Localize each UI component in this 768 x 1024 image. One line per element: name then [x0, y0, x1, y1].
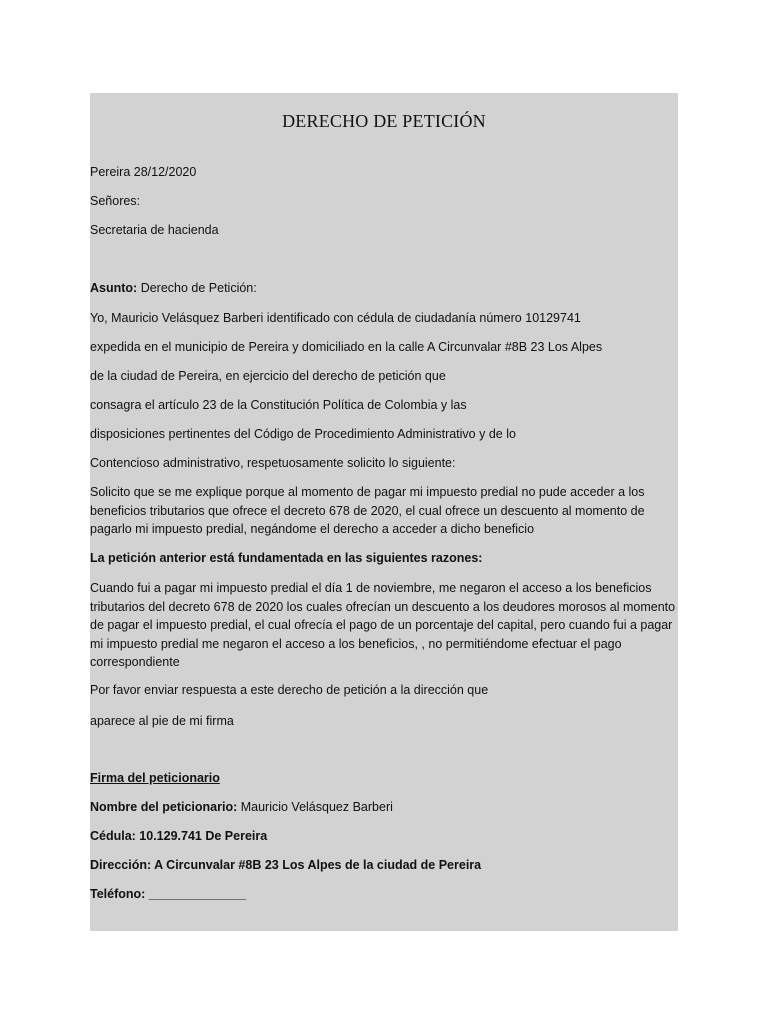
intro-line: disposiciones pertinentes del Código de Procedimiento Administrativo y de lo: [90, 427, 516, 441]
recipient: Secretaria de hacienda: [90, 223, 219, 237]
document-sheet: [90, 93, 678, 931]
reasons-heading: La petición anterior está fundamentada en las siguientes razones:: [90, 551, 483, 565]
request-paragraph: Solicito que se me explique porque al momento de pagar mi impuesto predial no pude acceder a los beneficios tributarios que ofrece el decreto 678 de 2020, el cual ofrece un descuento al momento de pagarlo mi impuesto predial, negándome el derecho a acceder a dicho beneficio: [90, 485, 645, 537]
intro-line: Yo, Mauricio Velásquez Barberi identificado con cédula de ciudadanía número 10129741: [90, 311, 581, 325]
signer-id: Cédula: 10.129.741 De Pereira: [90, 829, 268, 843]
signer-name-value: Mauricio Velásquez Barberi: [237, 800, 393, 814]
closing-line: aparece al pie de mi firma: [90, 714, 234, 728]
intro-line: Contencioso administrativo, respetuosamente solicito lo siguiente:: [90, 456, 456, 470]
closing-line: Por favor enviar respuesta a este derecho de petición a la dirección que: [90, 683, 489, 697]
intro-line: de la ciudad de Pereira, en ejercicio del derecho de petición que: [90, 369, 446, 383]
signer-name-label: Nombre del peticionario:: [90, 800, 238, 814]
intro-line: expedida en el municipio de Pereira y domiciliado en la calle A Circunvalar #8B 23 Los Alpes: [90, 340, 603, 354]
reasons-paragraph: Cuando fui a pagar mi impuesto predial el día 1 de noviembre, me negaron el acceso a los beneficios tributarios del decreto 678 de 2020 los cuales ofrecían un descuento a los deudores morosos al momento de pagar el impuesto predial, el cual ofrecía el pago de un porcentaje del capital, pero cuando fui a pagar mi impuesto predial me negaron el acceso a los beneficios, , no permitiéndome efectuar el pago correspondiente: [90, 581, 676, 670]
signature-heading: Firma del peticionario: [90, 771, 220, 785]
place-date: Pereira 28/12/2020: [90, 165, 197, 179]
document-title: DERECHO DE PETICIÓN: [282, 111, 486, 131]
signer-address: Dirección: A Circunvalar #8B 23 Los Alpes de la ciudad de Pereira: [90, 858, 482, 872]
subject-line: [90, 280, 257, 296]
salutation: Señores:: [90, 194, 141, 208]
signer-name-line: [90, 799, 393, 815]
signer-phone: Teléfono: ______________: [90, 887, 247, 901]
intro-line: consagra el artículo 23 de la Constitución Política de Colombia y las: [90, 398, 467, 412]
subject-value: Derecho de Petición:: [137, 281, 257, 295]
subject-label: Asunto:: [90, 281, 138, 295]
